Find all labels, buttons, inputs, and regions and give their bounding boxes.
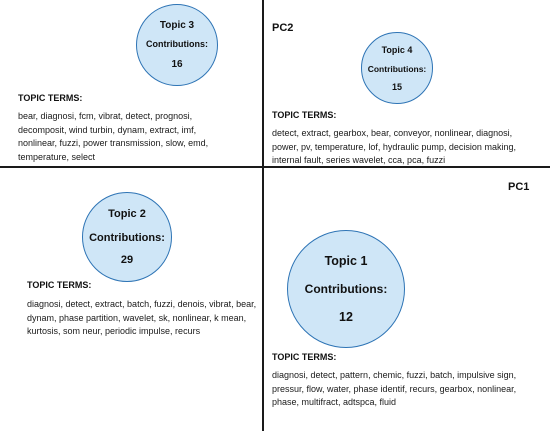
topic-4-terms: [272, 127, 548, 168]
terms-line: diagnosi, detect, extract, batch, fuzzi, denois, vibrat, bear,: [27, 299, 257, 309]
topic-1-circle: [287, 230, 405, 348]
terms-line: nonlinear, fuzzi, power transmission, slow, emd,: [18, 138, 209, 148]
terms-line: kurtosis, som neur, periodic impulse, recurs: [27, 326, 201, 336]
terms-line: dynam, phase partition, wavelet, sk, nonlinear, k mean,: [27, 312, 247, 323]
topic-2-terms-title: TOPIC TERMS:: [27, 280, 92, 290]
terms-line: detect, extract, gearbox, bear, conveyor, nonlinear, diagnosi,: [272, 128, 513, 138]
topic-1-name: Topic 1: [324, 254, 368, 268]
topic-3-terms-title: TOPIC TERMS:: [18, 93, 83, 103]
terms-line: internal fault, series wavelet, cca, pca, fuzzi: [272, 155, 446, 165]
topic-4-circle: [361, 32, 433, 104]
terms-line: diagnosi, detect, pattern, chemic, fuzzi, batch, impulsive sign,: [272, 370, 517, 380]
topic-2-contrib-value: 29: [120, 254, 134, 266]
topic-3-contrib-label: Contributions:: [146, 39, 208, 49]
terms-line: decomposit, wind turbin, dynam, extract, imf,: [18, 124, 197, 135]
topic-3-contrib-value: 16: [171, 59, 183, 70]
pc2-axis-line: [262, 0, 264, 431]
terms-line: pressur, flow, water, phase identif, recurs, gearbox, nonlinear,: [272, 383, 517, 394]
topic-1-contrib-label: Contributions:: [304, 282, 388, 296]
terms-line: phase, multifract, adtspca, fluid: [272, 397, 397, 407]
topic-3-terms: [18, 110, 258, 164]
topic-4-terms-title: TOPIC TERMS:: [272, 110, 337, 120]
topic-1-terms: [272, 369, 548, 410]
topic-1-terms-title: TOPIC TERMS:: [272, 352, 337, 362]
topic-3-circle: [136, 4, 218, 86]
topic-2-name: Topic 2: [108, 208, 146, 220]
topic-4-contrib-value: 15: [391, 81, 402, 92]
pc1-axis-label: PC1: [508, 181, 530, 193]
topic-3-name: Topic 3: [159, 20, 195, 31]
pc2-axis-label: PC2: [272, 22, 294, 34]
terms-line: power, pv, temperature, lof, hydraulic pump, decision making,: [272, 141, 516, 152]
terms-line: temperature, select: [18, 151, 96, 162]
topic-2-circle: [82, 192, 172, 282]
topic-2-terms: [27, 298, 261, 339]
topic-1-contrib-value: 12: [339, 310, 353, 324]
terms-line: bear, diagnosi, fcm, vibrat, detect, prognosi,: [18, 111, 193, 121]
topic-2-contrib-label: Contributions:: [89, 232, 165, 244]
topic-4-contrib-label: Contributions:: [367, 63, 427, 74]
topic-4-name: Topic 4: [381, 44, 413, 55]
